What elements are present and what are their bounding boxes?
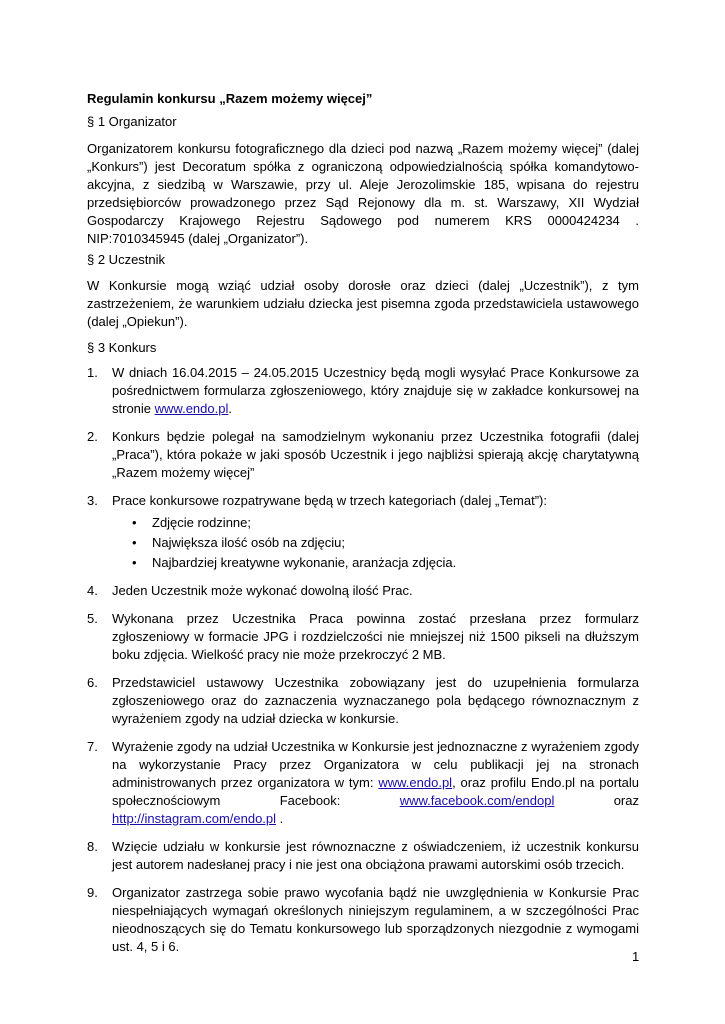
document-title: Regulamin konkursu „Razem możemy więcej” xyxy=(87,91,373,106)
list-item xyxy=(87,492,639,572)
item-number: 4. xyxy=(87,583,98,598)
item-number: 6. xyxy=(87,675,98,690)
list-item xyxy=(87,610,639,664)
list-item xyxy=(87,884,639,956)
item-tail: . xyxy=(276,811,284,826)
list-item xyxy=(87,838,639,874)
item-number: 5. xyxy=(87,611,98,626)
item-number: 2. xyxy=(87,429,98,444)
category-item xyxy=(112,514,639,532)
item-text: Przedstawiciel ustawowy Uczestnika zobowiązany jest do uzupełnienia formularza zgłoszeniowego oraz do zaznaczenia wyznaczanego pola będącego równoznacznym z wyrażeniem zgody na udział dziecka w konkursie. xyxy=(112,675,639,726)
list-item xyxy=(87,364,639,418)
item-text: Organizator zastrzega sobie prawo wycofania bądź nie uwzględnienia w Konkursie Prac niespełniających wymagań określonych niniejszym regulaminem, a w szczególności Prac nieodnoszących się do Tematu konkursowego lub sporządzonych niezgodnie z wymogami ust. 4, 5 i 6. xyxy=(112,885,639,954)
instagram-link[interactable]: http://instagram.com/endo.pl xyxy=(112,811,277,826)
category-item xyxy=(112,554,639,572)
category-item xyxy=(112,534,639,552)
category-list xyxy=(112,514,639,572)
item-text: W dniach 16.04.2015 – 24.05.2015 Uczestnicy będą mogli wysyłać Prace Konkursowe za pośrednictwem formularza zgłoszeniowego, który znajduje się w zakładce konkursowej na stronie xyxy=(112,365,639,416)
item-number: 1. xyxy=(87,365,98,380)
item-number: 3. xyxy=(87,493,98,508)
item-number: 9. xyxy=(87,885,98,900)
section-1-heading: § 1 Organizator xyxy=(87,114,177,129)
rules-list xyxy=(87,364,639,966)
item-text: Prace konkursowe rozpatrywane będą w trzech kategoriach (dalej „Temat”): xyxy=(112,493,547,508)
item-tail: . xyxy=(228,401,232,416)
section-2-heading: § 2 Uczestnik xyxy=(87,252,166,267)
bullet-icon: • xyxy=(132,535,137,550)
item-text: Jeden Uczestnik może wykonać dowolną ilość Prac. xyxy=(112,583,413,598)
facebook-link[interactable]: www.facebook.com/endopl xyxy=(399,793,555,808)
item-text: Konkurs będzie polegał na samodzielnym wykonaniu przez Uczestnika fotografii (dalej „Praca”), która pokaże w jaki sposób Uczestnik i jego najbliżsi spierają akcję charytatywną „Razem możemy więcej” xyxy=(112,429,639,480)
item-text: Wzięcie udziału w konkursie jest równoznaczne z oświadczeniem, iż uczestnik konkursu jest autorem nadesłanej pracy i nie jest ona obciążona prawami autorskimi osób trzecich. xyxy=(112,839,639,872)
category-text: Najbardziej kreatywne wykonanie, aranżacja zdjęcia. xyxy=(152,555,457,570)
list-item xyxy=(87,674,639,728)
bullet-icon: • xyxy=(132,515,137,530)
section-3-heading: § 3 Konkurs xyxy=(87,340,157,355)
list-item xyxy=(87,738,639,828)
item-text-mid: oraz xyxy=(554,793,639,808)
item-number: 8. xyxy=(87,839,98,854)
item-text: Wyrażenie zgody na udział Uczestnika w Konkursie jest jednoznaczne z wyrażeniem zgody na wykorzystanie Pracy przez Organizatora w celu publikacji jej na stronach administrowanych przez organizatora w tym: xyxy=(112,739,639,790)
page-number: 1 xyxy=(632,949,640,964)
list-item xyxy=(87,582,639,600)
bullet-icon: • xyxy=(132,555,137,570)
item-text: Wykonana przez Uczestnika Praca powinna zostać przesłana przez formularz zgłoszeniowy w formacie JPG i rozdzielczości nie mniejszej niż 1500 pikseli na dłuższym boku zdjęcia. Wielkość pracy nie może przekroczyć 2 MB. xyxy=(112,611,639,662)
item-text-mid: , oraz profilu Endo.pl na portalu społecznościowym Facebook: xyxy=(112,775,639,808)
section-2-text: W Konkursie mogą wziąć udział osoby dorosłe oraz dzieci (dalej „Uczestnik”), z tym zastrzeżeniem, że warunkiem udziału dziecka jest pisemna zgoda przedstawiciela ustawowego (dalej „Opiekun”). xyxy=(87,278,639,329)
endo-link[interactable]: www.endo.pl xyxy=(154,401,229,416)
category-text: Zdjęcie rodzinne; xyxy=(152,515,251,530)
category-text: Największa ilość osób na zdjęciu; xyxy=(152,535,345,550)
endo-link[interactable]: www.endo.pl xyxy=(378,775,453,790)
section-1-text: Organizatorem konkursu fotograficznego dla dzieci pod nazwą „Razem możemy więcej” (dalej „Konkurs”) jest Decoratum spółka z ograniczoną odpowiedzialnością spółka komandytowo-akcyjna, z siedzibą w Warszawie, przy ul. Aleje Jerozolimskie 185, wpisana do rejestru przedsiębiorców prowadzonego przez Sąd Rejonowy dla m. st. Warszawy, XII Wydział Gospodarczy Krajowego Rejestru Sądowego pod numerem KRS 0000424234 . NIP:7010345945 (dalej „Organizator”). xyxy=(87,141,639,246)
item-number: 7. xyxy=(87,739,98,754)
list-item xyxy=(87,428,639,482)
